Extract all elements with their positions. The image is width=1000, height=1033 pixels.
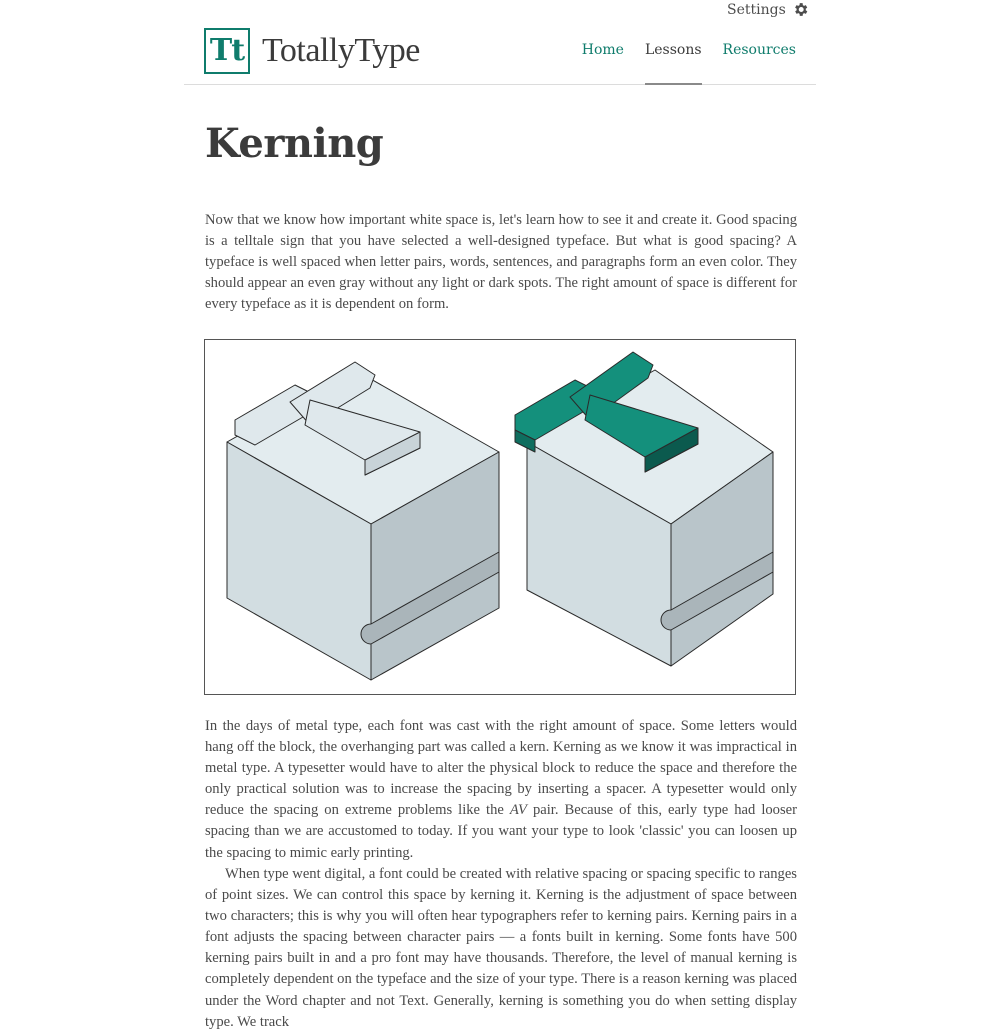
settings-label: Settings — [727, 1, 786, 18]
digital-kerning-paragraph: When type went digital, a font could be created with relative spacing or spacing specific to ranges of point sizes. We can control this space by kerning it. Kerning is the adjustment of space between two characters; this is why you will often hear typographers refer to kerning pairs. Kerning pairs in a font adjusts the spacing between character pairs — a fonts built in kerning. Some fonts have 500 kerning pairs built in and a pro font may have thousands. Therefore, the level of manual kerning is completely dependent on the typeface and the size of your type. There is a reason kerning was placed under the Word chapter and not Text. Generally, kerning is something you do when setting display type. We track — [205, 866, 797, 1030]
metal-type-text-2: pair. Because of this, early type had looser spacing than we are accustomed to today. If you want your type to look 'classic' you can loosen up the spacing to mimic early printing. — [205, 802, 797, 861]
metal-type-text-1: In the days of metal type, each font was cast with the right amount of space. Some letters would hang off the block, the overhanging part was called a kern. Kerning as we know it was impractical in metal type. A typesetter would have to alter the physical block to reduce the space and therefore the only practical solution was to increase the spacing by inserting a spacer. A typesetter would only reduce the spacing on extreme problems like the — [205, 718, 797, 819]
nav-lessons[interactable]: Lessons — [645, 42, 702, 84]
logo-wordmark: TotallyType — [262, 32, 420, 69]
logo-mark: Tt — [204, 28, 250, 74]
right-type-block — [515, 352, 773, 666]
metal-type-figure — [204, 339, 796, 695]
site-header — [184, 0, 816, 85]
main-nav — [582, 42, 796, 84]
nav-home[interactable]: Home — [581, 42, 624, 58]
metal-type-paragraph — [205, 716, 797, 864]
av-pair-emphasis: AV — [509, 802, 527, 819]
logo-link[interactable] — [204, 28, 420, 74]
intro-paragraph: Now that we know how important white space is, let's learn how to see it and create it. Good spacing is a telltale sign that you have selected a well-designed typeface. But what is good spacing? A typeface is well spaced when letter pairs, words, sentences, and paragraphs form an even color. They should appear an even gray without any light or dark spots. The right amount of space is different for every typeface as it is dependent on form. — [205, 212, 797, 313]
metal-type-illustration — [205, 340, 795, 694]
page-title: Kerning — [205, 120, 384, 167]
left-type-block — [227, 362, 499, 680]
nav-resources[interactable]: Resources — [722, 42, 796, 58]
